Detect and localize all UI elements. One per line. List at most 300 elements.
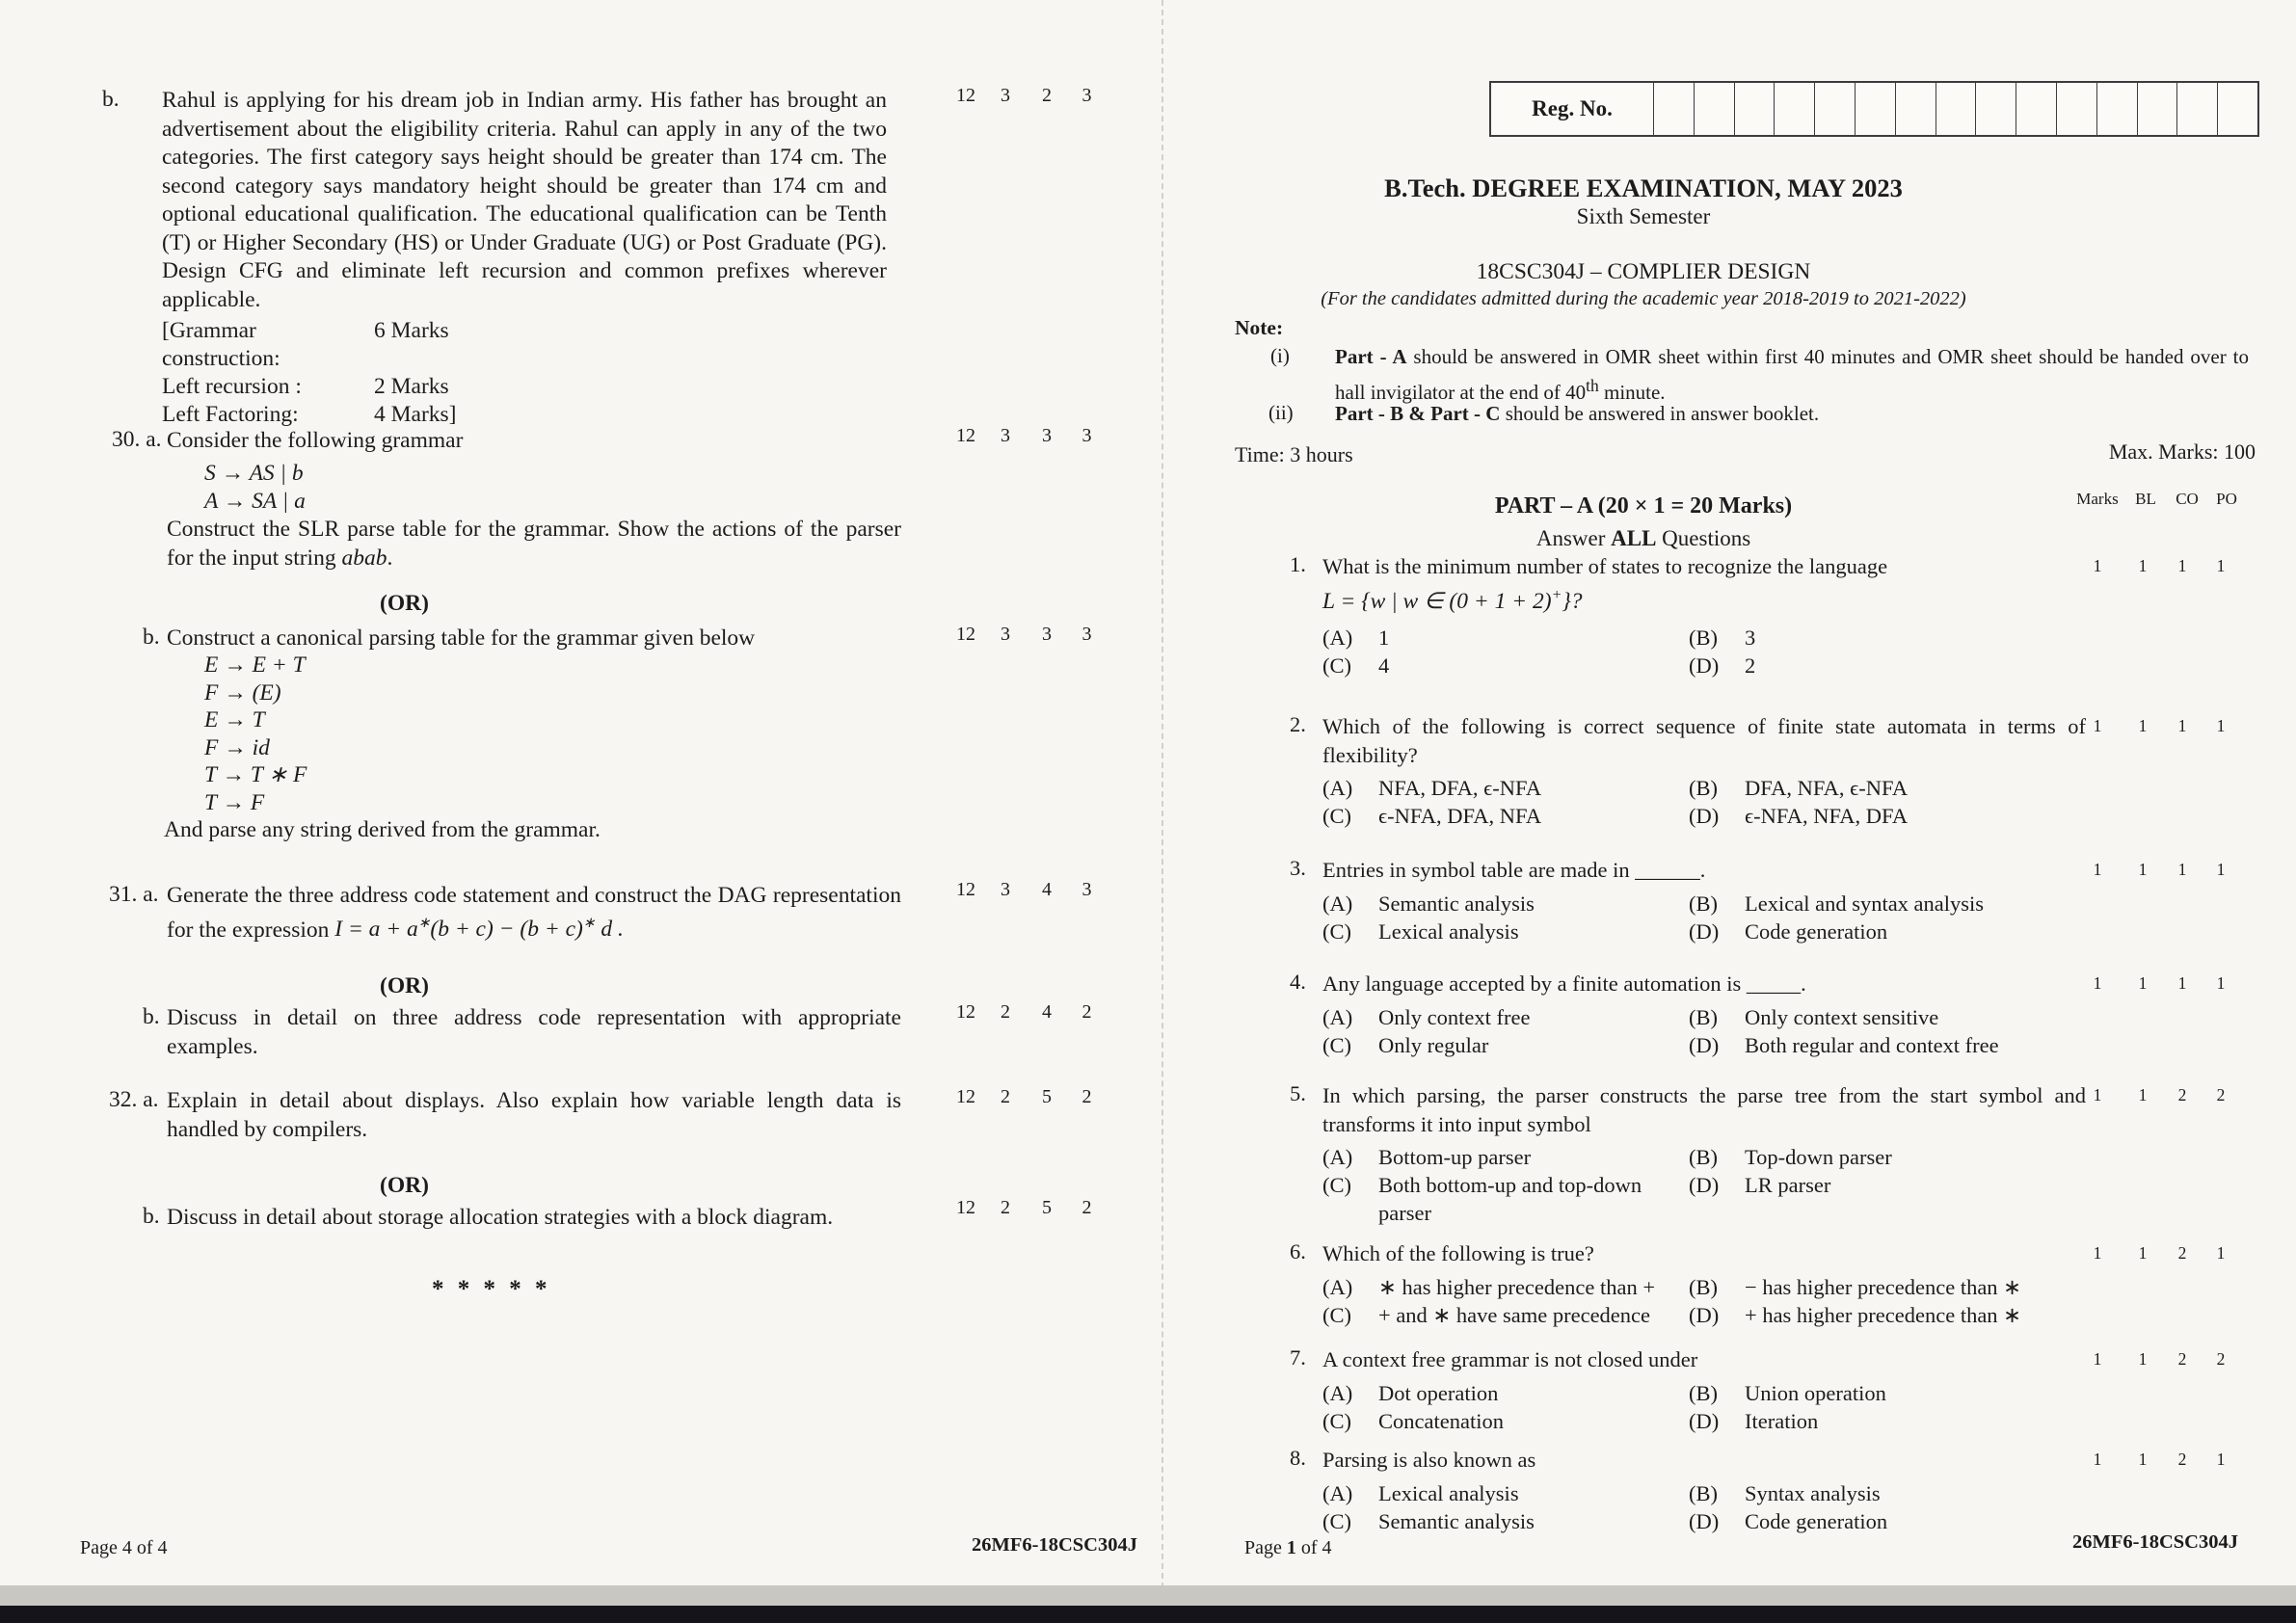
marks-value: 3 <box>1001 85 1010 106</box>
note-sup: th <box>1586 375 1599 395</box>
options-grid <box>1322 624 2094 679</box>
marks-value: 3 <box>1001 425 1010 446</box>
marks-values-row <box>948 879 1107 900</box>
option-letter: (B) <box>1689 1145 1718 1169</box>
question-text: Which of the following is correct sequence of finite state automata in terms of flexibility? <box>1322 714 2086 767</box>
time-allowed: Time: 3 hours <box>1235 442 1353 466</box>
option-text: LR parser <box>1745 1173 1831 1197</box>
option-a <box>1322 1479 1689 1507</box>
marks-values-row <box>948 1001 1107 1023</box>
option-text: Semantic analysis <box>1378 891 1535 916</box>
reg-no-label: Reg. No. <box>1532 96 1613 120</box>
marks-value: 1 <box>2093 1450 2102 1469</box>
marks-header-po: PO <box>2216 490 2237 508</box>
note-text: minute. <box>1598 380 1666 404</box>
formula-part: L = {w | w ∈ (0 + 1 + 2) <box>1322 588 1552 614</box>
option-text: Both regular and context free <box>1745 1032 1999 1057</box>
marks-value: 2 <box>1042 85 1052 106</box>
marks-value: 1 <box>2138 1349 2148 1369</box>
expression <box>334 917 624 942</box>
footer-text: Page <box>1244 1537 1287 1558</box>
option-letter: (A) <box>1322 625 1353 650</box>
option-text: NFA, DFA, ϵ-NFA <box>1378 776 1542 800</box>
marks-value: 1 <box>2093 860 2102 879</box>
note-bold: Part - B & Part - C <box>1335 402 1501 425</box>
mcq-question <box>1290 1081 2263 1227</box>
option-c <box>1322 652 1689 679</box>
option-d <box>1689 1507 2094 1535</box>
option-letter: (B) <box>1689 891 1718 916</box>
marks-header-row <box>2070 490 2246 509</box>
reg-no-cell <box>1855 83 1895 135</box>
marks-values-row <box>2072 973 2240 994</box>
marks-value: 3 <box>1081 879 1092 900</box>
option-letter: (C) <box>1322 1508 1351 1533</box>
marks-value: 2 <box>1001 1086 1010 1107</box>
note-text: should be answered in OMR sheet within first 40 minutes and OMR sheet should be handed over to hall invigilator at the end of 40 <box>1335 345 2249 404</box>
option-text: Code generation <box>1745 1508 1888 1533</box>
option-letter: (A) <box>1322 1004 1353 1029</box>
or-separator-1: (OR) <box>380 591 429 616</box>
exam-title: B.Tech. DEGREE EXAMINATION, MAY 2023 <box>1384 173 1903 202</box>
footer-text: of 4 <box>1295 1537 1332 1558</box>
breakdown-label: [Grammar construction: <box>162 318 280 371</box>
grammar-line: S → AS | b <box>204 461 304 486</box>
option-text: Union operation <box>1745 1380 1886 1405</box>
breakdown-value: 2 Marks <box>374 374 449 399</box>
marks-value: 4 <box>1042 1001 1052 1023</box>
option-b <box>1689 1143 2094 1171</box>
option-letter: (D) <box>1689 1173 1720 1197</box>
option-b <box>1689 624 2094 652</box>
question-number: 1. <box>1290 552 1306 576</box>
scan-edge-gray-strip <box>0 1585 2296 1606</box>
grammar-line: E → T <box>204 707 265 733</box>
option-text: Syntax analysis <box>1745 1480 1881 1505</box>
option-letter: (C) <box>1322 1032 1351 1057</box>
marks-value: 1 <box>2216 1243 2226 1263</box>
marks-value: 12 <box>956 425 975 446</box>
admitted-batch-note: (For the candidates admitted during the academic year 2018-2019 to 2021-2022) <box>1321 288 1966 309</box>
question-31a-label: 31. a. <box>109 882 159 907</box>
marks-values-row <box>2072 1450 2240 1470</box>
option-letter: (A) <box>1322 776 1353 800</box>
reg-no-cell <box>2016 83 2056 135</box>
option-c <box>1322 1171 1689 1227</box>
option-d <box>1689 918 2094 945</box>
marks-value: 12 <box>956 85 975 106</box>
option-text: Only regular <box>1378 1032 1489 1057</box>
question-number: 7. <box>1290 1345 1306 1370</box>
note-bold: Part - A <box>1335 345 1407 368</box>
question-text: A context free grammar is not closed under <box>1322 1347 1698 1371</box>
marks-value: 2 <box>2177 1085 2187 1104</box>
question-text: . <box>387 545 393 571</box>
footer-page-num: 1 <box>1286 1537 1296 1558</box>
question-number: 2. <box>1290 712 1306 736</box>
question-32b-label: b. <box>143 1204 160 1229</box>
footer-paper-code-right: 26MF6-18CSC304J <box>2072 1531 2238 1553</box>
question-31b-label: b. <box>143 1004 160 1029</box>
marks-value: 2 <box>2177 1349 2187 1369</box>
option-letter: (A) <box>1322 1480 1353 1505</box>
marks-value: 1 <box>2177 716 2187 735</box>
mcq-question <box>1290 1446 2263 1535</box>
marks-values-row <box>2072 716 2240 736</box>
mcq-question <box>1290 970 2263 1059</box>
note-1-label: (i) <box>1270 344 1290 367</box>
options-grid <box>1322 1143 2094 1227</box>
mcq-question <box>1290 856 2263 945</box>
marks-value: 1 <box>2177 556 2187 575</box>
expression-part: d . <box>595 917 624 943</box>
max-marks: Max. Marks: 100 <box>2108 439 2256 464</box>
question-text-italic: abab <box>341 545 387 571</box>
option-c <box>1322 1031 1689 1059</box>
marks-value: 3 <box>1001 879 1010 900</box>
marks-value: 12 <box>956 1197 975 1218</box>
question-30b-label: b. <box>143 625 160 650</box>
footer-page-number-right <box>1244 1537 1332 1559</box>
reg-no-cell <box>2137 83 2177 135</box>
question-number: 4. <box>1290 970 1306 994</box>
marks-values-row <box>2072 556 2240 576</box>
option-d <box>1689 1407 2094 1435</box>
breakdown-label: Left recursion : <box>162 374 302 399</box>
marks-value: 1 <box>2138 1450 2148 1469</box>
grammar-line: T → F <box>204 789 265 815</box>
reg-no-table <box>1489 81 2259 137</box>
option-text: 1 <box>1378 625 1390 650</box>
option-letter: (B) <box>1689 1380 1718 1405</box>
option-text: 3 <box>1745 625 1756 650</box>
question-text: Entries in symbol table are made in ______. <box>1322 858 1706 882</box>
marks-value: 3 <box>1042 624 1052 645</box>
option-d <box>1689 802 2094 830</box>
marks-value: 1 <box>2093 556 2102 575</box>
marks-value: 2 <box>1001 1001 1010 1023</box>
marks-values-row <box>948 1086 1107 1107</box>
reg-no-cell <box>2217 83 2257 135</box>
option-letter: (B) <box>1689 1274 1718 1299</box>
part-a-heading: PART – A (20 × 1 = 20 Marks) <box>1494 493 1793 519</box>
option-b <box>1689 1003 2094 1031</box>
option-b <box>1689 890 2094 918</box>
marks-values-row <box>2072 1349 2240 1370</box>
option-text: Only context free <box>1378 1004 1531 1029</box>
marks-values-row <box>948 425 1107 446</box>
marks-value: 3 <box>1042 425 1052 446</box>
marks-value: 1 <box>2093 1085 2102 1104</box>
reg-no-cell <box>1734 83 1775 135</box>
reg-no-cell <box>1936 83 1976 135</box>
option-letter: (A) <box>1322 1274 1353 1299</box>
option-a <box>1322 1379 1689 1407</box>
marks-value: 3 <box>1081 85 1092 106</box>
note-2-text <box>1335 400 2249 429</box>
option-c <box>1322 1301 1689 1329</box>
marks-value: 12 <box>956 1001 975 1023</box>
option-b <box>1689 1273 2094 1301</box>
formula-part: }? <box>1562 588 1583 614</box>
options-grid <box>1322 1479 2094 1535</box>
or-separator-2: (OR) <box>380 973 429 998</box>
answer-all-text: Questions <box>1656 526 1751 550</box>
option-c <box>1322 1507 1689 1535</box>
marks-values-row <box>948 1197 1107 1218</box>
marks-value: 1 <box>2216 716 2226 735</box>
reg-no-cell <box>2176 83 2217 135</box>
marks-value: 1 <box>2216 973 2226 993</box>
option-letter: (B) <box>1689 625 1718 650</box>
option-text: + has higher precedence than ∗ <box>1745 1302 2022 1327</box>
marks-value: 4 <box>1042 879 1052 900</box>
answer-all-line <box>1210 526 2077 551</box>
marks-value: 1 <box>2138 973 2148 993</box>
option-text: Concatenation <box>1378 1408 1504 1433</box>
marks-values-row <box>2072 1085 2240 1105</box>
grammar-30b <box>204 652 307 817</box>
option-d <box>1689 652 2094 679</box>
option-letter: (A) <box>1322 1145 1353 1169</box>
option-text: Lexical analysis <box>1378 1480 1519 1505</box>
question-text: Generate the three address code statement and construct the DAG representation for the expression <box>167 883 901 943</box>
grammar-line: F → id <box>204 734 270 760</box>
reg-no-cell <box>2056 83 2096 135</box>
marks-value: 1 <box>2216 556 2226 575</box>
option-c <box>1322 1407 1689 1435</box>
option-d <box>1689 1301 2094 1329</box>
formula-sup: + <box>1551 586 1562 603</box>
question-formula <box>1322 581 2263 619</box>
marks-value: 2 <box>1081 1001 1092 1023</box>
answer-all-text: Answer <box>1535 526 1612 550</box>
marks-value: 1 <box>2177 973 2187 993</box>
options-grid <box>1322 774 2094 830</box>
breakdown-label: Left Factoring: <box>162 402 299 427</box>
option-letter: (D) <box>1689 918 1720 944</box>
note-text: should be answered in answer booklet. <box>1500 402 1820 425</box>
option-c <box>1322 802 1689 830</box>
scan-edge-black-strip <box>0 1606 2296 1623</box>
option-text: ∗ has higher precedence than + <box>1378 1274 1656 1299</box>
marks-value: 1 <box>2216 1450 2226 1469</box>
marks-header-bl: BL <box>2135 490 2156 508</box>
options-grid <box>1322 1273 2094 1329</box>
marks-values-row <box>948 624 1107 645</box>
question-30b-text: And parse any string derived from the grammar. <box>164 817 601 842</box>
marks-values-row <box>2072 860 2240 880</box>
question-30a-label: 30. a. <box>112 427 162 452</box>
question-text: Any language accepted by a finite automation is _____. <box>1322 971 1806 996</box>
option-text: Top-down parser <box>1745 1145 1892 1169</box>
question-30a-intro: Consider the following grammar <box>167 428 464 453</box>
option-d <box>1689 1031 2094 1059</box>
note-2-label: (ii) <box>1268 401 1294 424</box>
options-grid <box>1322 1379 2094 1435</box>
option-letter: (D) <box>1689 652 1720 678</box>
question-32b-text: Discuss in detail about storage allocation strategies with a block diagram. <box>167 1205 834 1230</box>
footer-page-number-left: Page 4 of 4 <box>80 1537 168 1558</box>
marks-value: 1 <box>2138 1085 2148 1104</box>
option-a <box>1322 1143 1689 1171</box>
option-letter: (A) <box>1322 891 1353 916</box>
grammar-line: E → E + T <box>204 652 306 678</box>
marks-values-row <box>2072 1243 2240 1264</box>
breakdown-value: 6 Marks <box>374 318 449 343</box>
option-b <box>1689 1479 2094 1507</box>
option-text: Only context sensitive <box>1745 1004 1939 1029</box>
reg-no-cell <box>1694 83 1734 135</box>
marks-value: 3 <box>1081 425 1092 446</box>
marks-value: 1 <box>2177 860 2187 879</box>
option-letter: (C) <box>1322 1408 1351 1433</box>
question-number: 6. <box>1290 1239 1306 1264</box>
marks-value: 12 <box>956 624 975 645</box>
or-separator-3: (OR) <box>380 1173 429 1198</box>
question-text: Construct the SLR parse table for the grammar. Show the actions of the parser for the input string <box>167 517 901 571</box>
question-text: What is the minimum number of states to recognize the language <box>1322 554 1888 578</box>
option-text: Both bottom-up and top-down parser <box>1378 1173 1642 1225</box>
question-text: Which of the following is true? <box>1322 1241 1594 1265</box>
grammar-line: A → SA | a <box>204 488 306 514</box>
breakdown-row <box>162 373 457 401</box>
option-text: Semantic analysis <box>1378 1508 1535 1533</box>
option-a <box>1322 624 1689 652</box>
grammar-line: T → T ∗ F <box>204 762 307 788</box>
option-text: ϵ-NFA, DFA, NFA <box>1378 804 1542 828</box>
answer-all-bold: ALL <box>1611 526 1657 550</box>
option-b <box>1689 774 2094 802</box>
options-grid <box>1322 1003 2094 1059</box>
expression-sup: ∗ <box>417 916 431 932</box>
question-number: 8. <box>1290 1446 1306 1470</box>
marks-value: 1 <box>2216 860 2226 879</box>
mcq-question <box>1290 1239 2263 1329</box>
option-a <box>1322 1273 1689 1301</box>
option-text: Dot operation <box>1378 1380 1499 1405</box>
reg-no-cell <box>2096 83 2137 135</box>
course-title: 18CSC304J – COMPLIER DESIGN <box>1476 259 1811 284</box>
marks-value: 1 <box>2093 1243 2102 1263</box>
grammar-line: F → (E) <box>204 679 281 705</box>
page-fold-line <box>1161 0 1163 1588</box>
marks-values-row <box>948 85 1107 106</box>
marks-value: 12 <box>956 1086 975 1107</box>
option-text: Code generation <box>1745 918 1888 944</box>
note-heading: Note: <box>1235 316 1284 339</box>
option-b <box>1689 1379 2094 1407</box>
option-letter: (D) <box>1689 804 1720 828</box>
mcq-question <box>1290 712 2263 830</box>
option-letter: (D) <box>1689 1408 1720 1433</box>
marks-value: 12 <box>956 879 975 900</box>
option-c <box>1322 918 1689 945</box>
expression-sup: ∗ <box>582 916 596 932</box>
marks-value: 1 <box>2093 1349 2102 1369</box>
option-text: Lexical and syntax analysis <box>1745 891 1985 916</box>
options-grid <box>1322 890 2094 945</box>
option-letter: (D) <box>1689 1302 1720 1327</box>
expression-part: I = a + a <box>334 917 418 943</box>
option-letter: (A) <box>1322 1380 1353 1405</box>
marks-value: 2 <box>2177 1243 2187 1263</box>
question-31b-text: Discuss in detail on three address code representation with appropriate examples. <box>167 1005 901 1059</box>
end-of-paper-stars: * * * * * <box>432 1276 551 1302</box>
option-a <box>1322 774 1689 802</box>
grammar-30a <box>204 460 306 515</box>
option-letter: (B) <box>1689 776 1718 800</box>
footer-paper-code-left: 26MF6-18CSC304J <box>972 1534 1137 1556</box>
reg-no-cell <box>1975 83 2016 135</box>
question-text: In which parsing, the parser constructs the parse tree from the start symbol and transforms it into input symbol <box>1322 1083 2086 1136</box>
question-30a-text <box>167 516 901 572</box>
marks-value: 1 <box>2138 1243 2148 1263</box>
marks-header-co: CO <box>2176 490 2199 508</box>
question-number: 5. <box>1290 1081 1306 1105</box>
option-letter: (C) <box>1322 804 1351 828</box>
option-letter: (C) <box>1322 918 1351 944</box>
option-letter: (C) <box>1322 1302 1351 1327</box>
option-letter: (D) <box>1689 1032 1720 1057</box>
marks-value: 5 <box>1042 1086 1052 1107</box>
option-d <box>1689 1171 2094 1227</box>
marks-value: 3 <box>1001 624 1010 645</box>
question-32a-text: Explain in detail about displays. Also explain how variable length data is handled by compilers. <box>167 1088 901 1142</box>
question-29b-label: b. <box>102 87 120 112</box>
mcq-question <box>1290 1345 2263 1435</box>
option-text: Bottom-up parser <box>1378 1145 1532 1169</box>
option-text: − has higher precedence than ∗ <box>1745 1274 2022 1299</box>
semester: Sixth Semester <box>1576 204 1711 228</box>
marks-value: 1 <box>2138 860 2148 879</box>
marks-value: 2 <box>1081 1086 1092 1107</box>
question-number: 3. <box>1290 856 1306 880</box>
option-text: ϵ-NFA, NFA, DFA <box>1745 804 1909 828</box>
reg-no-cell <box>1653 83 1694 135</box>
option-letter: (B) <box>1689 1004 1718 1029</box>
breakdown-value: 4 Marks] <box>374 402 457 427</box>
option-text: Lexical analysis <box>1378 918 1519 944</box>
breakdown-row <box>162 401 457 429</box>
marks-breakdown <box>162 317 457 429</box>
option-text: 4 <box>1378 652 1390 678</box>
note-1-text <box>1335 343 2249 407</box>
option-letter: (B) <box>1689 1480 1718 1505</box>
question-29b-text: Rahul is applying for his dream job in Indian army. His father has brought an advertisement about the eligibility criteria. Rahul can apply in any of the two categories. The first category says height should be greater than 174 cm. The second category says mandatory height should be greater than 174 cm and optional educational qualification. The educational qualification can be Tenth (T) or Higher Secondary (HS) or Under Graduate (UG) or Post Graduate (PG). Design CFG and eliminate left recursion and common prefixes wherever applicable. <box>162 88 887 312</box>
option-a <box>1322 1003 1689 1031</box>
mcq-question <box>1290 552 2263 679</box>
breakdown-row <box>162 317 457 373</box>
option-letter: (D) <box>1689 1508 1720 1533</box>
marks-value: 1 <box>2093 973 2102 993</box>
marks-value: 5 <box>1042 1197 1052 1218</box>
expression-part: (b + c) − (b + c) <box>430 917 583 943</box>
marks-value: 2 <box>1081 1197 1092 1218</box>
question-32a-label: 32. a. <box>109 1087 159 1112</box>
marks-value: 1 <box>2093 716 2102 735</box>
marks-value: 2 <box>1001 1197 1010 1218</box>
marks-value: 2 <box>2177 1450 2187 1469</box>
option-letter: (C) <box>1322 652 1351 678</box>
reg-no-cell <box>1774 83 1814 135</box>
marks-value: 1 <box>2138 556 2148 575</box>
marks-value: 2 <box>2216 1349 2226 1369</box>
option-letter: (C) <box>1322 1173 1351 1197</box>
question-30b-intro: Construct a canonical parsing table for the grammar given below <box>167 625 756 651</box>
marks-value: 2 <box>2216 1085 2226 1104</box>
marks-header-marks: Marks <box>2076 490 2119 508</box>
